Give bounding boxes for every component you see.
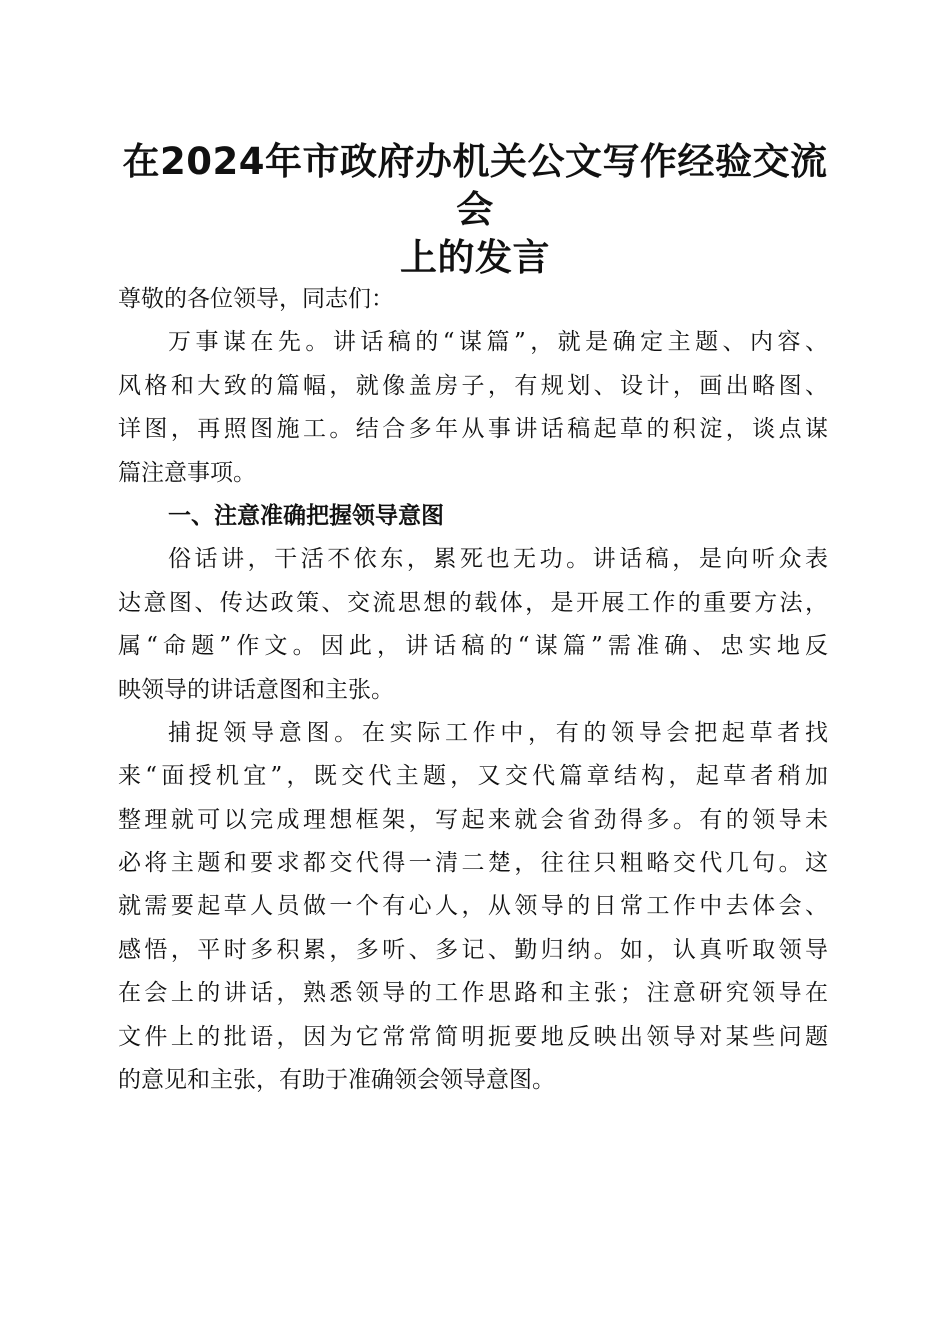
paragraph-line: 篇注意事项。 (118, 459, 256, 486)
document-title (110, 138, 840, 282)
paragraph-line: 就需要起草人员做一个有心人，从领导的日常工作中去体会、 (118, 893, 828, 920)
paragraph-line: 感悟，平时多积累，多听、多记、勤归纳。如，认真听取领导 (118, 936, 828, 963)
paragraph-line: 映领导的讲话意图和主张。 (118, 676, 394, 703)
paragraph-line: 必将主题和要求都交代得一清二楚，往往只粗略交代几句。这 (118, 850, 828, 877)
paragraph-line: 来“面授机宜”，既交代主题，又交代篇章结构，起草者稍加 (118, 763, 828, 790)
paragraph-proverb (118, 538, 828, 712)
paragraph-line: 捕捉领导意图。在实际工作中，有的领导会把起草者找 (168, 719, 828, 746)
paragraph-line: 在会上的讲话，熟悉领导的工作思路和主张；注意研究领导在 (118, 980, 828, 1007)
paragraph-line: 整理就可以完成理想框架，写起来就会省劲得多。有的领导未 (118, 806, 828, 833)
title-line-2: 上的发言 (400, 236, 550, 279)
paragraph-line: 属“命题”作文。因此，讲话稿的“谋篇”需准确、忠实地反 (118, 633, 828, 660)
paragraph-line: 风格和大致的篇幅，就像盖房子，有规划、设计，画出略图、 (118, 372, 828, 399)
title-line-1: 在2024年市政府办机关公文写作经验交流会 (122, 140, 828, 231)
paragraph-line: 详图，再照图施工。结合多年从事讲话稿起草的积淀，谈点谋 (118, 416, 828, 443)
paragraph-line: 的意见和主张，有助于准确领会领导意图。 (118, 1067, 555, 1094)
section-heading: 一、注意准确把握领导意图 (168, 502, 444, 529)
document-body (118, 278, 828, 1102)
paragraph-line: 文件上的批语，因为它常常简明扼要地反映出领导对某些问题 (118, 1023, 828, 1050)
paragraph-capture-intent (118, 712, 828, 1103)
paragraph-intro (118, 321, 828, 495)
paragraph-line: 俗话讲，干活不依东，累死也无功。讲话稿，是向听众表 (168, 546, 828, 573)
salutation: 尊敬的各位领导，同志们： (118, 286, 394, 312)
paragraph-line: 达意图、传达政策、交流思想的载体，是开展工作的重要方法， (118, 589, 828, 616)
paragraph-line: 万事谋在先。讲话稿的“谋篇”，就是确定主题、内容、 (168, 329, 828, 356)
